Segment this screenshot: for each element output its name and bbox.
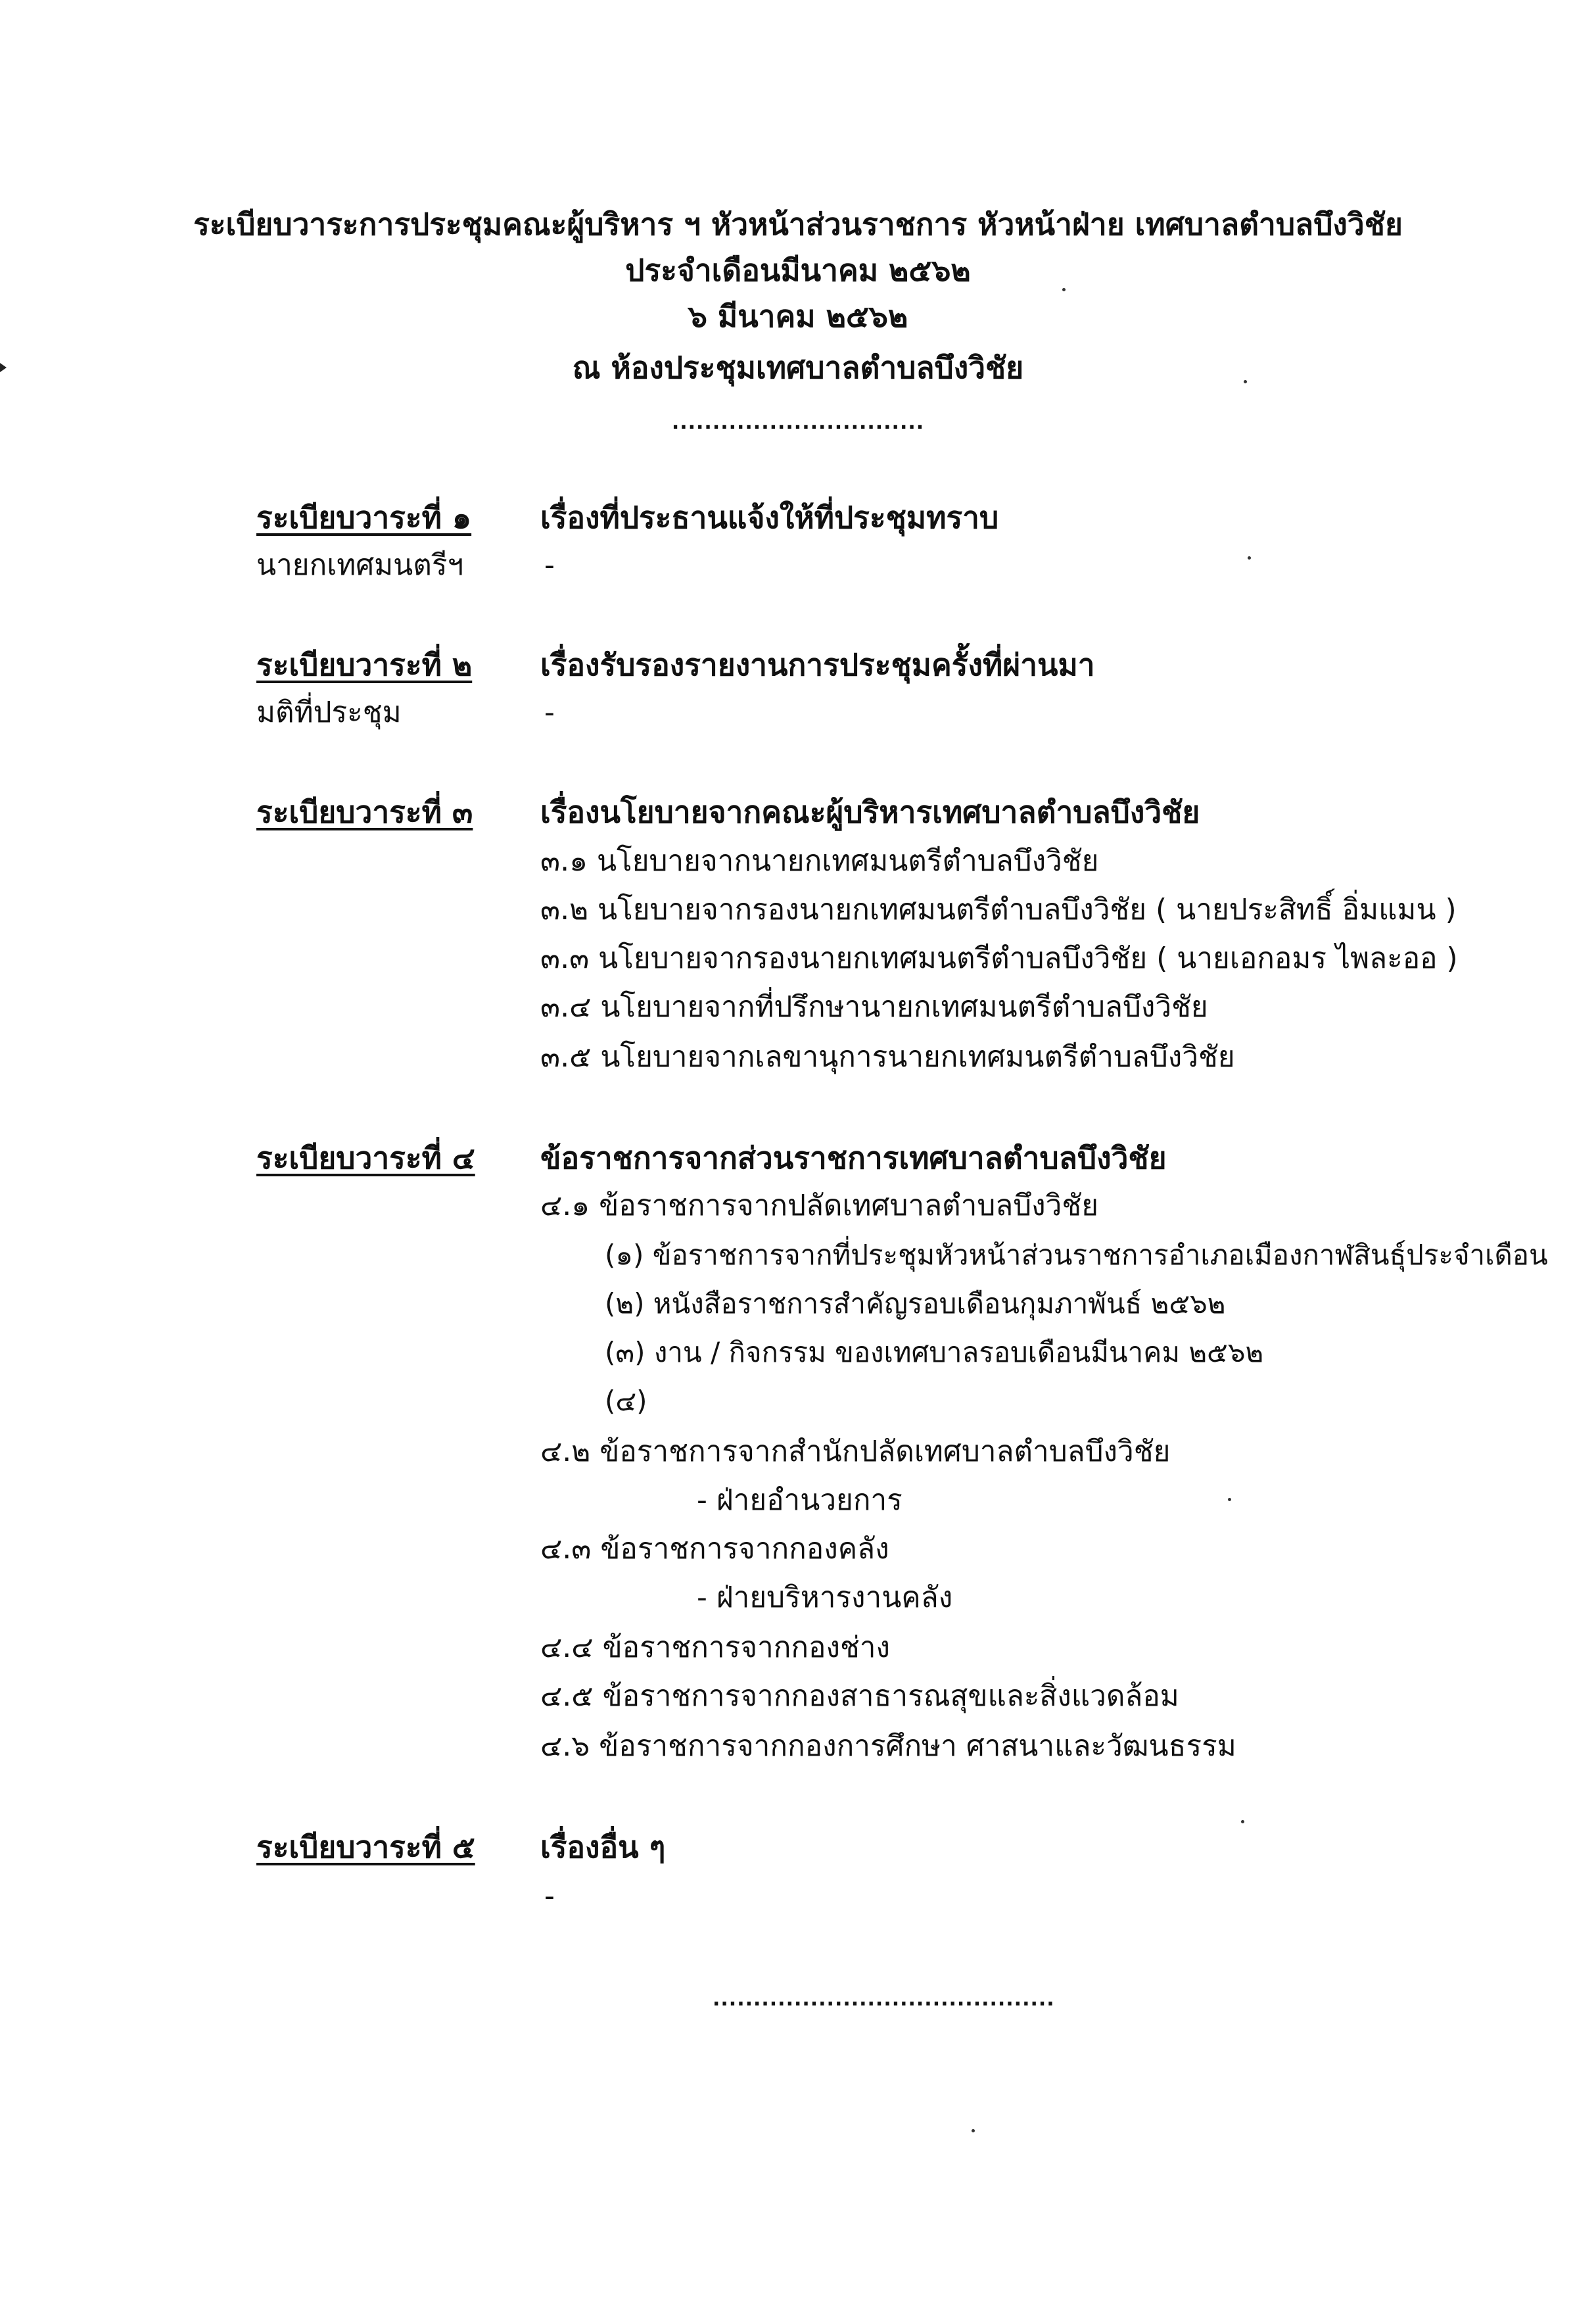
agenda-4-item: ๔.๖ ข้อราชการจากกองการศึกษา ศาสนาและวัฒนธรรม [540, 1729, 1236, 1763]
agenda-2-title: เรื่องรับรองรายงานการประชุมครั้งที่ผ่านมา [540, 647, 1095, 683]
scan-speck [1248, 556, 1251, 560]
agenda-4-item: ๔.๑ ข้อราชการจากปลัดเทศบาลตำบลบึงวิชัย [540, 1189, 1098, 1222]
agenda-2-resolution-label: มติที่ประชุม [256, 696, 402, 729]
scan-speck [972, 2129, 975, 2132]
agenda-4-division: - ฝ่ายอำนวยการ [697, 1483, 903, 1517]
header-divider: ............................... [671, 411, 925, 434]
agenda-5-title: เรื่องอื่น ๆ [540, 1829, 666, 1865]
agenda-1-label: ระเบียบวาระที่ ๑ [256, 500, 472, 535]
scan-speck [1241, 1820, 1244, 1823]
agenda-4-item: ๔.๒ ข้อราชการจากสำนักปลัดเทศบาลตำบลบึงวิชัย [540, 1435, 1171, 1468]
agenda-3-item: ๓.๑ นโยบายจากนายกเทศมนตรีตำบลบึงวิชัย [540, 844, 1099, 878]
agenda-2-content: - [544, 696, 555, 729]
agenda-4-label: ระเบียบวาระที่ ๔ [256, 1140, 475, 1176]
agenda-3-label: ระเบียบวาระที่ ๓ [256, 794, 473, 830]
agenda-5-label: ระเบียบวาระที่ ๕ [256, 1829, 475, 1865]
agenda-4-subitem: (๑) ข้อราชการจากที่ประชุมหัวหน้าส่วนราชการอำเภอเมืองกาฬสินธุ์ประจำเดือน [605, 1239, 1548, 1271]
meeting-location: ณ ห้องประชุมเทศบาลตำบลบึงวิชัย [572, 350, 1024, 385]
agenda-3-title: เรื่องนโยบายจากคณะผู้บริหารเทศบาลตำบลบึงวิชัย [540, 794, 1200, 830]
agenda-4-subitem: (๓) งาน / กิจกรรม ของเทศบาลรอบเดือนมีนาคม ๒๕๖๒ [605, 1336, 1264, 1368]
document-title: ระเบียบวาระการประชุมคณะผู้บริหาร ฯ หัวหน้าส่วนราชการ หัวหน้าฝ่าย เทศบาลตำบลบึงวิชัย [193, 206, 1403, 242]
agenda-4-subitem: (๒) หนังสือราชการสำคัญรอบเดือนกุมภาพันธ์ ๒๕๖๒ [605, 1287, 1226, 1320]
agenda-1-title: เรื่องที่ประธานแจ้งให้ที่ประชุมทราบ [540, 500, 999, 535]
agenda-3-item: ๓.๓ นโยบายจากรองนายกเทศมนตรีตำบลบึงวิชัย ( นายเอกอมร ไพละออ ) [540, 942, 1458, 975]
agenda-1-speaker: นายกเทศมนตรีฯ [256, 548, 464, 582]
agenda-4-title: ข้อราชการจากส่วนราชการเทศบาลตำบลบึงวิชัย [540, 1140, 1167, 1176]
agenda-4-item: ๔.๔ ข้อราชการจากกองช่าง [540, 1631, 890, 1664]
agenda-3-item: ๓.๔ นโยบายจากที่ปรึกษานายกเทศมนตรีตำบลบึงวิชัย [540, 990, 1208, 1024]
scan-speck [1228, 1498, 1231, 1501]
scan-speck [1062, 288, 1066, 291]
agenda-3-item: ๓.๒ นโยบายจากรองนายกเทศมนตรีตำบลบึงวิชัย ( นายประสิทธิ์ อิ่มแมน ) [540, 893, 1457, 926]
agenda-2-label: ระเบียบวาระที่ ๒ [256, 647, 473, 683]
agenda-5-content: - [544, 1879, 555, 1913]
scan-speck [1244, 380, 1247, 383]
agenda-4-subitem: (๔) [605, 1385, 647, 1417]
agenda-4-division: - ฝ่ายบริหารงานคลัง [697, 1581, 953, 1614]
agenda-1-content: - [544, 548, 555, 582]
agenda-3-item: ๓.๕ นโยบายจากเลขานุการนายกเทศมนตรีตำบลบึงวิชัย [540, 1040, 1235, 1074]
footer-divider: .......................................... [713, 1988, 1055, 2011]
agenda-4-item: ๔.๓ ข้อราชการจากกองคลัง [540, 1532, 889, 1566]
meeting-date: ๖ มีนาคม ๒๕๖๒ [688, 299, 908, 334]
agenda-4-item: ๔.๕ ข้อราชการจากกองสาธารณสุขและสิ่งแวดล้อม [540, 1679, 1179, 1713]
document-period: ประจำเดือนมีนาคม ๒๕๖๒ [625, 252, 971, 288]
